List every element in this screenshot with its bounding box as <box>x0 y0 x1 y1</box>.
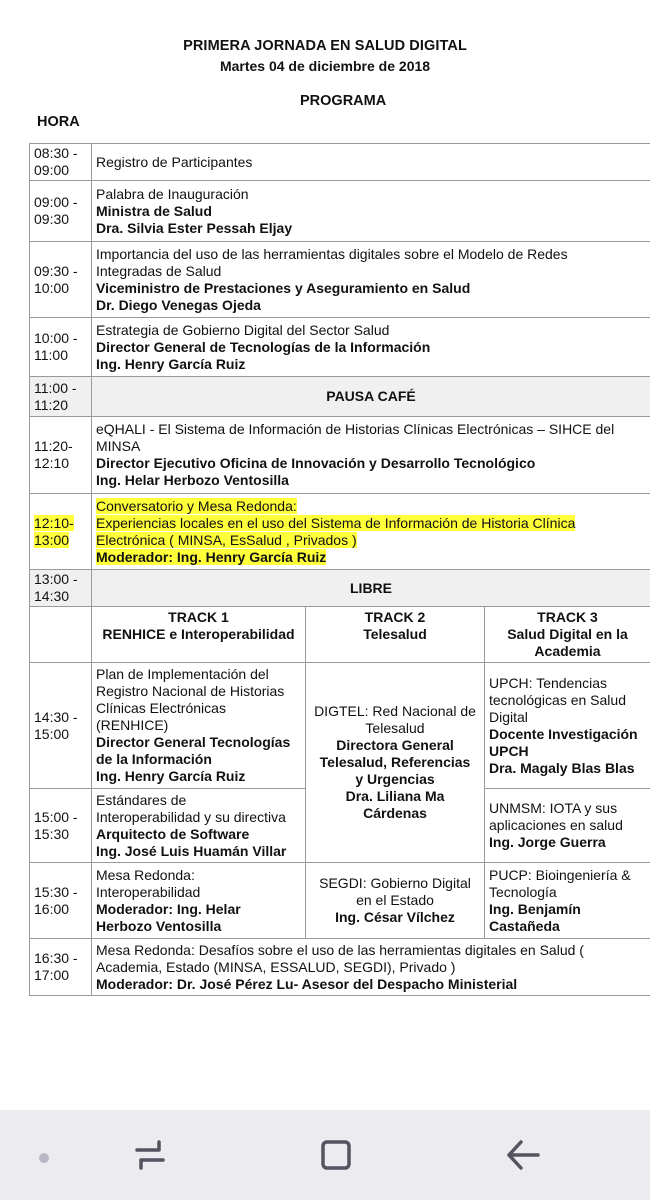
track-3-session: UPCH: Tendencias tecnológicas en Salud Digital Docente Investigación UPCH Dra. Magaly Blas Blas <box>485 663 650 789</box>
back-icon[interactable] <box>505 1138 541 1175</box>
programa-heading: PROGRAMA <box>300 93 387 109</box>
time-cell: 15:00 - 15:30 <box>30 789 92 863</box>
time-cell: 09:00 - 09:30 <box>30 181 92 242</box>
system-navigation-bar <box>0 1110 650 1200</box>
nav-dot-indicator <box>38 1151 50 1167</box>
activity-cell: Palabra de Inauguración Ministra de Salud Dra. Silvia Ester Pessah Eljay <box>92 181 650 242</box>
activity-cell: Importancia del uso de las herramientas digitales sobre el Modelo de Redes Integradas de Salud Viceministro de Prestaciones y Aseguramiento en Salud Dr. Diego Venegas Ojeda <box>92 242 650 318</box>
track-3-session: UNMSM: IOTA y sus aplicaciones en salud Ing. Jorge Guerra <box>485 789 650 863</box>
time-cell: 15:30 - 16:00 <box>30 863 92 939</box>
table-row <box>30 417 650 494</box>
time-cell: 13:00 - 14:30 <box>30 570 92 607</box>
track-2-header: TRACK 2 Telesalud <box>306 607 485 663</box>
time-cell: 10:00 - 11:00 <box>30 318 92 377</box>
track-3-session: PUCP: Bioingeniería & Tecnología Ing. Benjamín Castañeda <box>485 863 650 939</box>
activity-cell-highlighted: Conversatorio y Mesa Redonda: Experiencias locales en el uso del Sistema de Información de Historia Clínica Electrónica ( MINSA, EsSalud , Privados ) Moderador: Ing. Henry García Ruiz <box>92 494 650 570</box>
table-row <box>30 242 650 318</box>
track-1-session: Estándares de Interoperabilidad y su directiva Arquitecto de Software Ing. José Luis Huamán Villar <box>92 789 306 863</box>
table-row <box>30 377 650 417</box>
table-row <box>30 144 650 181</box>
table-row <box>30 181 650 242</box>
activity-cell: Registro de Participantes <box>92 144 650 181</box>
track-1-session: Mesa Redonda: Interoperabilidad Moderador: Ing. Helar Herbozo Ventosilla <box>92 863 306 939</box>
activity-cell: Mesa Redonda: Desafíos sobre el uso de las herramientas digitales en Salud ( Academia, Estado (MINSA, ESSALUD, SEGDI), Privado ) Moderador: Dr. José Pérez Lu- Asesor del Despacho Ministerial <box>92 939 650 996</box>
track-1-header: TRACK 1 RENHICE e Interoperabilidad <box>92 607 306 663</box>
hora-heading: HORA <box>37 114 80 130</box>
time-cell: 12:10- 13:00 <box>30 494 92 570</box>
table-row <box>30 494 650 570</box>
time-cell: 11:00 - 11:20 <box>30 377 92 417</box>
schedule-table <box>29 143 650 996</box>
event-title: PRIMERA JORNADA EN SALUD DIGITAL <box>183 38 467 54</box>
time-cell: 14:30 - 15:00 <box>30 663 92 789</box>
home-icon[interactable] <box>320 1138 354 1175</box>
track-3-header: TRACK 3 Salud Digital en la Academia <box>485 607 650 663</box>
table-row <box>30 863 650 939</box>
free-label: LIBRE <box>92 570 650 607</box>
break-label: PAUSA CAFÉ <box>92 377 650 417</box>
time-cell: 09:30 - 10:00 <box>30 242 92 318</box>
table-row <box>30 318 650 377</box>
activity-cell: eQHALI - El Sistema de Información de Historias Clínicas Electrónicas – SIHCE del MINSA Director Ejecutivo Oficina de Innovación y Desarrollo Tecnológico Ing. Helar Herbozo Ventosilla <box>92 417 650 494</box>
table-row <box>30 939 650 996</box>
table-row <box>30 663 650 789</box>
track-header-row <box>30 607 650 663</box>
track-2-session: DIGTEL: Red Nacional de Telesalud Directora General Telesalud, Referencias y Urgencias Dra. Liliana Ma Cárdenas <box>306 663 485 863</box>
time-cell: 11:20- 12:10 <box>30 417 92 494</box>
time-cell: 16:30 - 17:00 <box>30 939 92 996</box>
event-date: Martes 04 de diciembre de 2018 <box>219 58 431 74</box>
activity-cell: Estrategia de Gobierno Digital del Sector Salud Director General de Tecnologías de la Información Ing. Henry García Ruiz <box>92 318 650 377</box>
track-2-session: SEGDI: Gobierno Digital en el Estado Ing. César Vílchez <box>306 863 485 939</box>
table-row <box>30 570 650 607</box>
track-1-session: Plan de Implementación del Registro Nacional de Historias Clínicas Electrónicas (RENHICE) Director General Tecnologías de la Información Ing. Henry García Ruiz <box>92 663 306 789</box>
time-cell: 08:30 - 09:00 <box>30 144 92 181</box>
recent-apps-icon[interactable] <box>133 1138 167 1175</box>
